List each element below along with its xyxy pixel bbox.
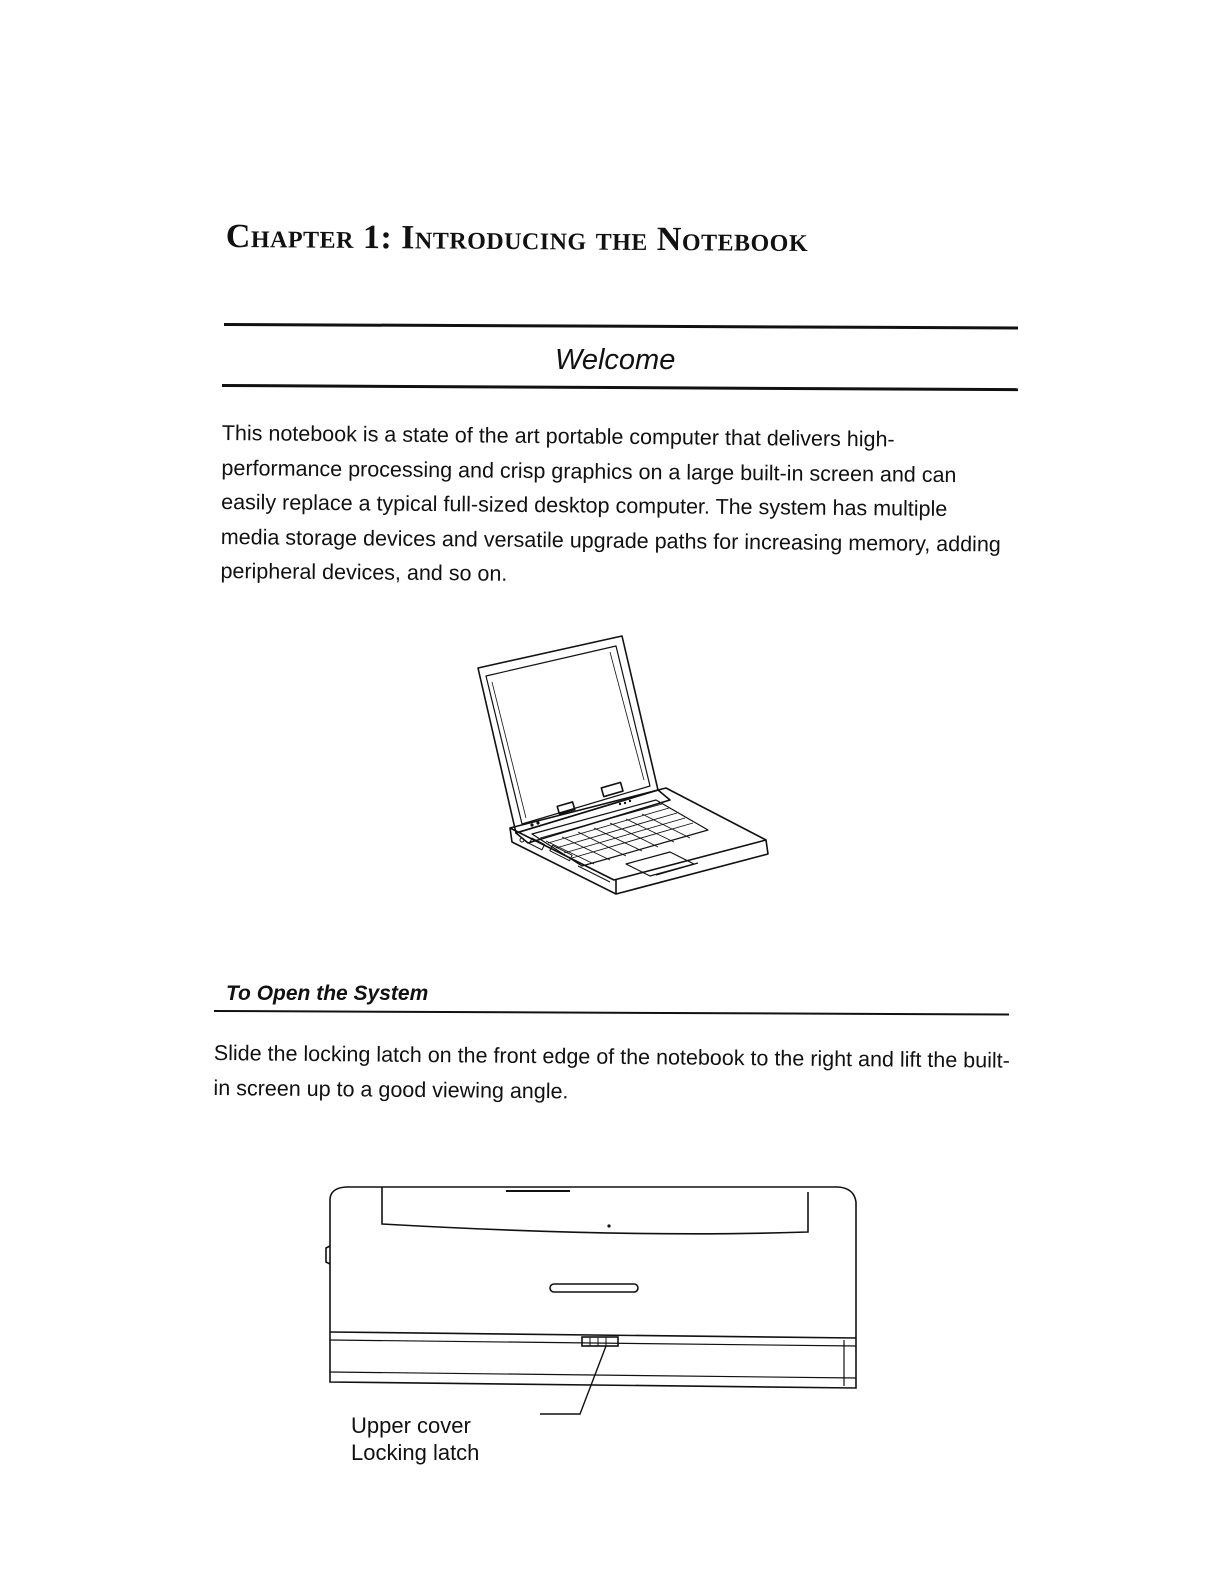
- section-top-rule: [224, 323, 1018, 329]
- callout-locking-latch: Locking latch: [351, 1440, 480, 1465]
- notebook-front-view-illustration: [326, 1180, 866, 1430]
- section-title: Welcome: [555, 344, 676, 376]
- section-bottom-rule: [222, 384, 1018, 391]
- notebook-illustration: [470, 628, 790, 898]
- open-system-paragraph: Slide the locking latch on the front edge of the notebook to the right and lift the built-in screen up to a good viewing angle.: [213, 1040, 1010, 1103]
- chapter-title: Chapter 1: Introducing the Notebook: [225, 218, 809, 260]
- subsection-title: To Open the System: [226, 982, 429, 1005]
- welcome-paragraph: This notebook is a state of the art portable computer that delivers high-performance processing and crisp graphics on a large built-in screen and can easily replace a typical full-sized desktop computer. The system has multiple media storage devices and versatile upgrade paths for increasing memory, adding peripheral devices, and so on.: [220, 420, 1001, 586]
- subsection-rule: [214, 1010, 1009, 1015]
- callout-upper-cover: Upper cover: [351, 1413, 471, 1438]
